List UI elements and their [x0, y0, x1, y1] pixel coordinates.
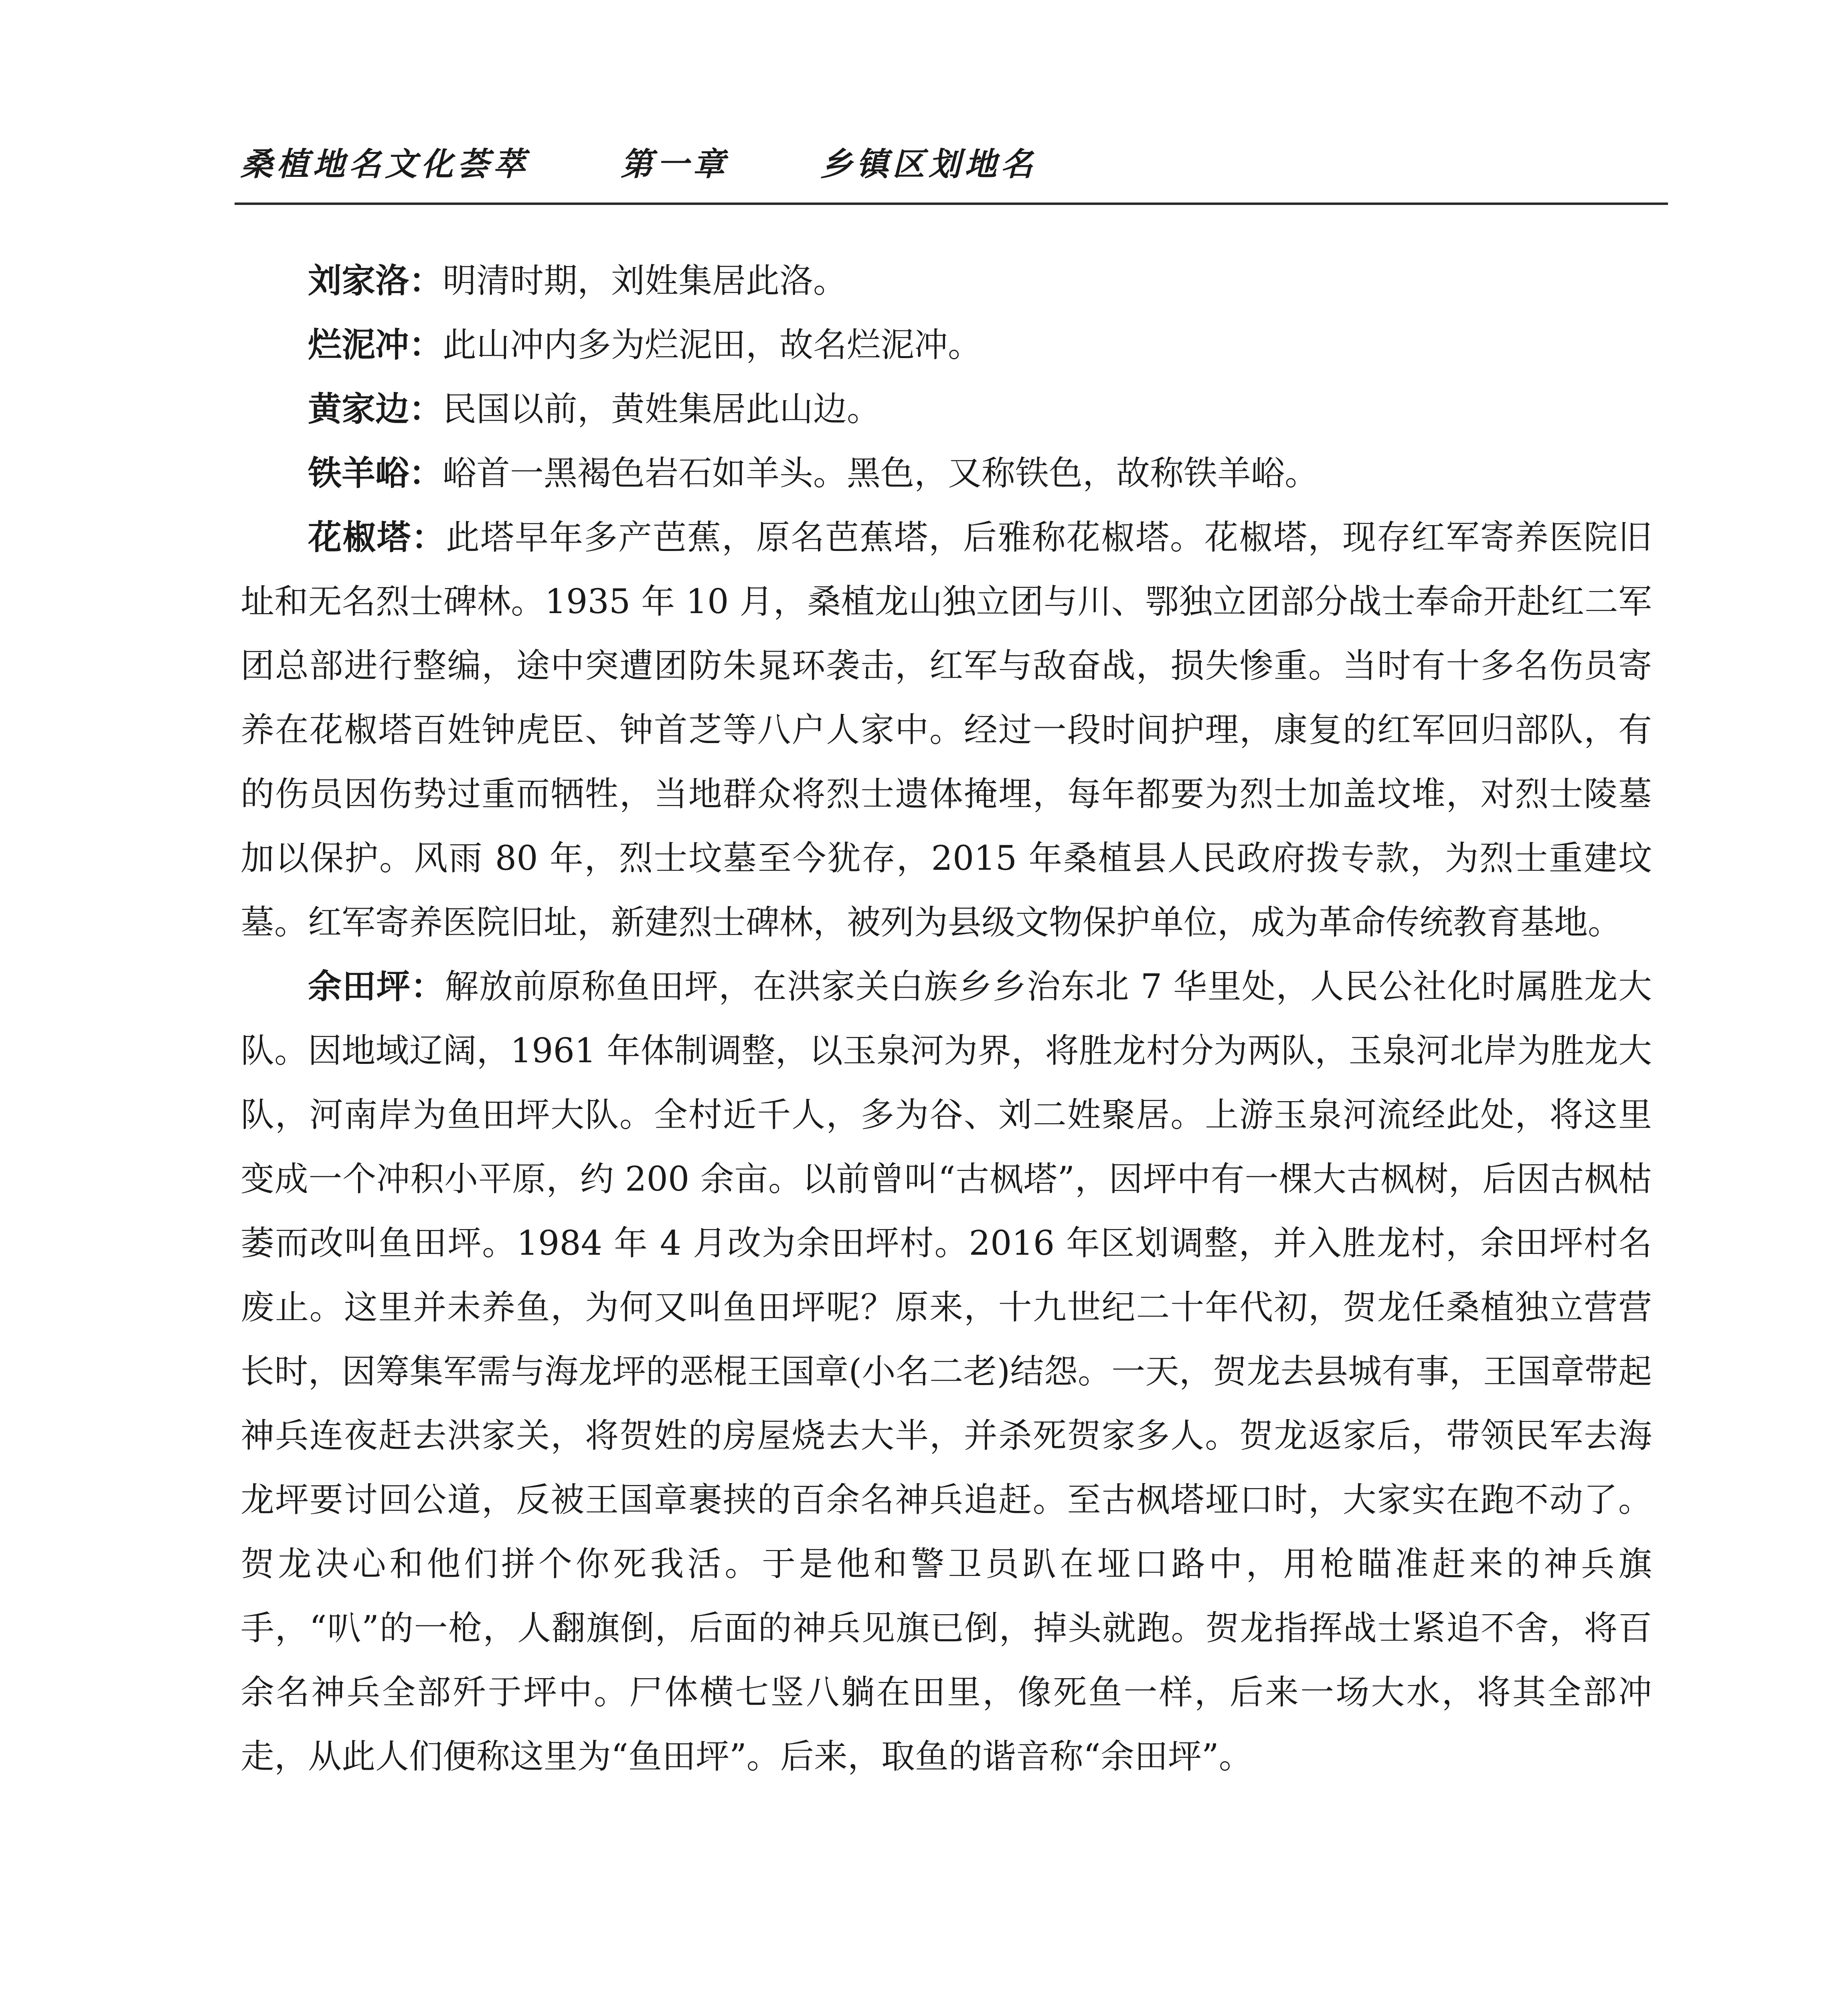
entry-huajiaota [241, 505, 1652, 954]
entry-text: 此塔早年多产芭蕉，原名芭蕉塔，后雅称花椒塔。花椒塔，现存红军寄养医院旧址和无名烈士碑林。1935 年 10 月，桑植龙山独立团与川、鄂独立团部分战士奉命开赴红二军团总部进行整编，途中突遭团防朱晁环袭击，红军与敌奋战，损失惨重。当时有十多名伤员寄养在花椒塔百姓钟虎臣、钟首芝等八户人家中。经过一段时间护理，康复的红军回归部队，有的伤员因伤势过重而牺牲，当地群众将烈士遗体掩埋，每年都要为烈士加盖坟堆，对烈士陵墓加以保护。风雨 80 年，烈士坟墓至今犹存，2015 年桑植县人民政府拨专款，为烈士重建坟墓。红军寄养医院旧址，新建烈士碑林，被列为县级文物保护单位，成为革命传统教育基地。 [241, 518, 1652, 942]
entry-term: 花椒塔： [308, 518, 446, 557]
entry-term: 铁羊峪： [308, 454, 443, 493]
entry-text: 此山冲内多为烂泥田，故名烂泥冲。 [443, 325, 982, 365]
entry-term: 余田坪： [308, 967, 445, 1006]
entry-text: 解放前原称鱼田坪，在洪家关白族乡乡治东北 7 华里处，人民公社化时属胜龙大队。因地域辽阔，1961 年体制调整，以玉泉河为界，将胜龙村分为两队，玉泉河北岸为胜龙大队，河南岸为鱼田坪大队。全村近千人，多为谷、刘二姓聚居。上游玉泉河流经此处，将这里变成一个冲积小平原，约 200 余亩。以前曾叫“古枫塔”，因坪中有一棵大古枫树，后因古枫枯萎而改叫鱼田坪。1984 年 4 月改为余田坪村。2016 年区划调整，并入胜龙村，余田坪村名废止。这里并未养鱼，为何又叫鱼田坪呢？原来，十九世纪二十年代初，贺龙任桑植独立营营长时，因筹集军需与海龙坪的恶棍王国章(小名二老)结怨。一天，贺龙去县城有事，王国章带起神兵连夜赶去洪家关，将贺姓的房屋烧去大半，并杀死贺家多人。贺龙返家后，带领民军去海龙坪要讨回公道，反被王国章裹挟的百余名神兵追赶。至古枫塔垭口时，大家实在跑不动了。贺龙决心和他们拼个你死我活。于是他和警卫员趴在垭口路中，用枪瞄准赶来的神兵旗手，“叭”的一枪，人翻旗倒，后面的神兵见旗已倒，掉头就跑。贺龙指挥战士紧追不舍，将百余名神兵全部歼于坪中。尸体横七竖八躺在田里，像死鱼一样，后来一场大水，将其全部冲走，从此人们便称这里为“鱼田坪”。后来，取鱼的谐音称“余田坪”。 [241, 967, 1652, 1776]
header-divider [235, 203, 1668, 205]
entry-text: 民国以前，黄姓集居此山边。 [443, 389, 881, 429]
book-title: 桑植地名文化荟萃 [241, 146, 529, 183]
entry-term: 烂泥冲： [308, 325, 443, 365]
entry-lanníchong [241, 313, 1652, 377]
entry-liujialuo [241, 249, 1652, 313]
main-content [241, 249, 1652, 1788]
entry-huangjiabian [241, 377, 1652, 441]
running-header [241, 144, 1668, 184]
entry-yutianping [241, 954, 1652, 1788]
chapter-label: 第一章 [620, 146, 729, 183]
entry-term: 刘家洛： [308, 261, 443, 300]
entry-text: 峪首一黑褐色岩石如羊头。黑色，又称铁色，故称铁羊峪。 [443, 454, 1319, 493]
section-label: 乡镇区划地名 [820, 146, 1037, 183]
entry-term: 黄家边： [308, 389, 443, 429]
entry-tieyangyu [241, 441, 1652, 505]
entry-text: 明清时期，刘姓集居此洛。 [443, 261, 847, 300]
